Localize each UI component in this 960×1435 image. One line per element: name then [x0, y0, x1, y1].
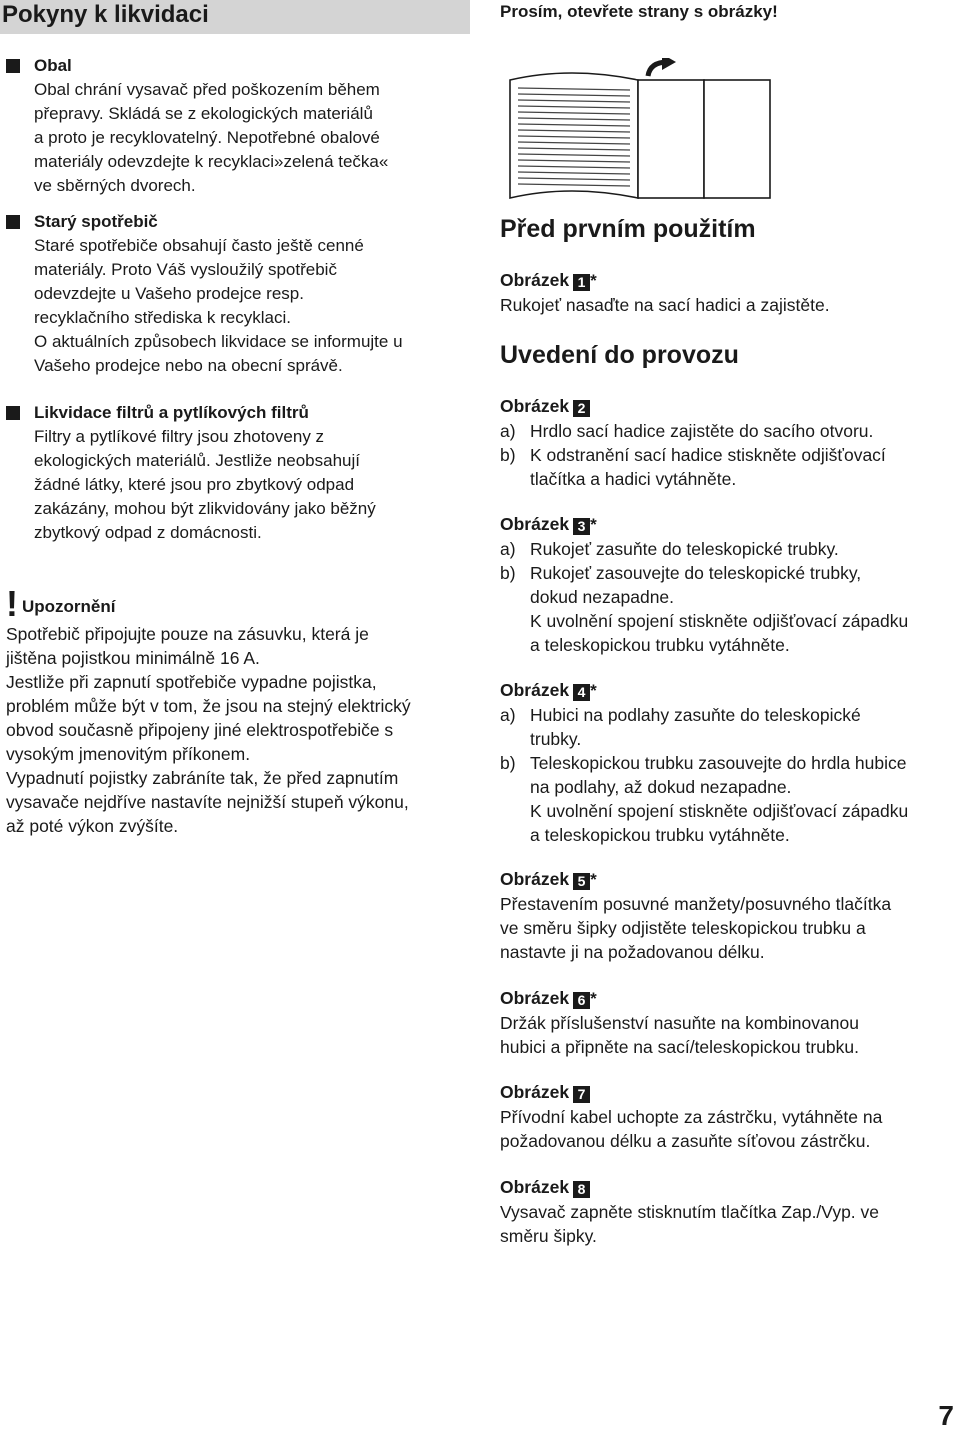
figure-number: 3	[573, 518, 590, 535]
figure-2-block	[500, 394, 955, 491]
warning-heading-text: Upozornění	[22, 597, 116, 616]
figure-text: Držák příslušenství nasuňte na kombinovanou hubici a připněte na sací/teleskopickou trubku.	[500, 1013, 859, 1057]
figure-label	[500, 986, 955, 1011]
heading-before-first-use: Před prvním použitím	[500, 215, 756, 243]
list-item	[500, 537, 955, 561]
asterisk: *	[590, 515, 597, 534]
figure-text: Rukojeť nasaďte na sací hadici a zajistěte.	[500, 295, 830, 315]
figure-word: Obrázek	[500, 1082, 570, 1102]
section-heading	[6, 54, 466, 78]
item-text: Hubici na podlahy zasuňte do teleskopické trubky.	[530, 705, 861, 749]
figure-text: Vysavač zapněte stisknutím tlačítka Zap./Vyp. ve směru šipky.	[500, 1202, 880, 1246]
figure-label	[500, 678, 955, 703]
list-item	[500, 703, 955, 751]
asterisk: *	[590, 989, 597, 1008]
open-pages-notice: Prosím, otevřete strany s obrázky!	[500, 2, 778, 21]
figure-word: Obrázek	[500, 988, 570, 1008]
figure-word: Obrázek	[500, 680, 570, 700]
figure-number: 7	[573, 1086, 590, 1103]
section-heading	[6, 401, 466, 425]
item-text: Rukojeť zasouvejte do teleskopické trubky, dokud nezapadne. K uvolnění spojení stiskněte odjišťovací západku a teleskopickou trubku vytáhněte.	[530, 563, 909, 655]
figure-word: Obrázek	[500, 869, 570, 889]
figure-word: Obrázek	[500, 396, 570, 416]
section-packaging	[6, 54, 466, 198]
section-old-appliance	[6, 210, 466, 378]
figure-number: 5	[573, 873, 590, 890]
item-label: b)	[500, 445, 516, 465]
figure-word: Obrázek	[500, 270, 570, 290]
item-label: a)	[500, 705, 516, 725]
list-item	[500, 443, 955, 491]
figure-1-block	[500, 268, 955, 317]
open-booklet-icon	[500, 58, 800, 208]
figure-number: 6	[573, 992, 590, 1009]
figure-8-block	[500, 1175, 955, 1248]
section-heading-text: Starý spotřebič	[34, 212, 158, 231]
figure-label	[500, 867, 955, 892]
page-title: Pokyny k likvidaci	[0, 0, 470, 34]
figure-number: 4	[573, 684, 590, 701]
figure-text: Přestavením posuvné manžety/posuvného tlačítka ve směru šipky odjistěte teleskopickou trubku a nastavte ji na požadovanou délku.	[500, 894, 892, 962]
section-text: Staré spotřebiče obsahují často ještě cenné materiály. Proto Váš vysloužilý spotřebič odevzdejte u Vašeho prodejce resp. recyklačního střediska k recyklaci. O aktuálních způsobech likvidace se informujte u Vašeho prodejce nebo na obecní správě.	[34, 236, 403, 375]
section-heading-text: Likvidace filtrů a pytlíkových filtrů	[34, 403, 309, 422]
asterisk: *	[590, 870, 597, 889]
figure-7-block	[500, 1080, 955, 1153]
item-text: Rukojeť zasuňte do teleskopické trubky.	[530, 539, 839, 559]
figure-label	[500, 394, 955, 419]
item-label: b)	[500, 753, 516, 773]
item-label: a)	[500, 539, 516, 559]
figure-number: 1	[573, 274, 590, 291]
figure-3-block	[500, 512, 955, 657]
warning-heading	[6, 583, 476, 624]
figure-word: Obrázek	[500, 1177, 570, 1197]
warning-text: Spotřebič připojujte pouze na zásuvku, která je jištěna pojistkou minimálně 16 A. Jestliže při zapnutí spotřebiče vypadne pojistka, problém může být v tom, že jsou na stejný elektrický obvod současně připojeny jiné elektrospotřebiče s vysokým jmenovitým příkonem. Vypadnutí pojistky zabráníte tak, že před zapnutím vysavače nejdříve nastavíte nejnižší stupeň výkonu, až poté výkon zvýšíte.	[6, 624, 411, 836]
item-label: b)	[500, 563, 516, 583]
exclamation-icon: !	[6, 583, 18, 624]
section-heading	[6, 210, 466, 234]
figure-text: Přívodní kabel uchopte za zástrčku, vytáhněte na požadovanou délku a zasuňte síťovou zástrčku.	[500, 1107, 883, 1151]
figure-word: Obrázek	[500, 514, 570, 534]
list-item	[500, 419, 955, 443]
square-bullet-icon	[6, 406, 20, 420]
section-filters	[6, 401, 466, 545]
figure-label	[500, 512, 955, 537]
list-item	[500, 751, 955, 847]
warning-block	[6, 583, 476, 838]
asterisk: *	[590, 271, 597, 290]
figure-label	[500, 1080, 955, 1105]
item-text: K odstranění sací hadice stiskněte odjišťovací tlačítka a hadici vytáhněte.	[530, 445, 886, 489]
item-text: Hrdlo sací hadice zajistěte do sacího otvoru.	[530, 421, 874, 441]
square-bullet-icon	[6, 59, 20, 73]
figure-4-block	[500, 678, 955, 847]
figure-label	[500, 1175, 955, 1200]
section-text: Filtry a pytlíkové filtry jsou zhotoveny z ekologických materiálů. Jestliže neobsahují žádné látky, které jsou pro zbytkový odpad zakázány, mohou být zlikvidovány jako běžný zbytkový odpad z domácnosti.	[34, 427, 376, 542]
item-label: a)	[500, 421, 516, 441]
figure-5-block	[500, 867, 955, 964]
page-number: 7	[938, 1400, 954, 1431]
section-heading-text: Obal	[34, 56, 72, 75]
list-item	[500, 561, 955, 657]
square-bullet-icon	[6, 215, 20, 229]
figure-6-block	[500, 986, 955, 1059]
section-text: Obal chrání vysavač před poškozením během přepravy. Skládá se z ekologických materiálů a proto je recyklovatelný. Nepotřebné obalové materiály odevzdejte k recyklaci»zelená tečka« ve sběrných dvorech.	[34, 80, 389, 195]
heading-operation: Uvedení do provozu	[500, 341, 739, 369]
figure-number: 2	[573, 400, 590, 417]
item-text: Teleskopickou trubku zasouvejte do hrdla hubice na podlahy, až dokud nezapadne. K uvolnění spojení stiskněte odjišťovací západku a teleskopickou trubku vytáhněte.	[530, 753, 909, 845]
asterisk: *	[590, 681, 597, 700]
figure-label	[500, 268, 955, 293]
figure-number: 8	[573, 1181, 590, 1198]
